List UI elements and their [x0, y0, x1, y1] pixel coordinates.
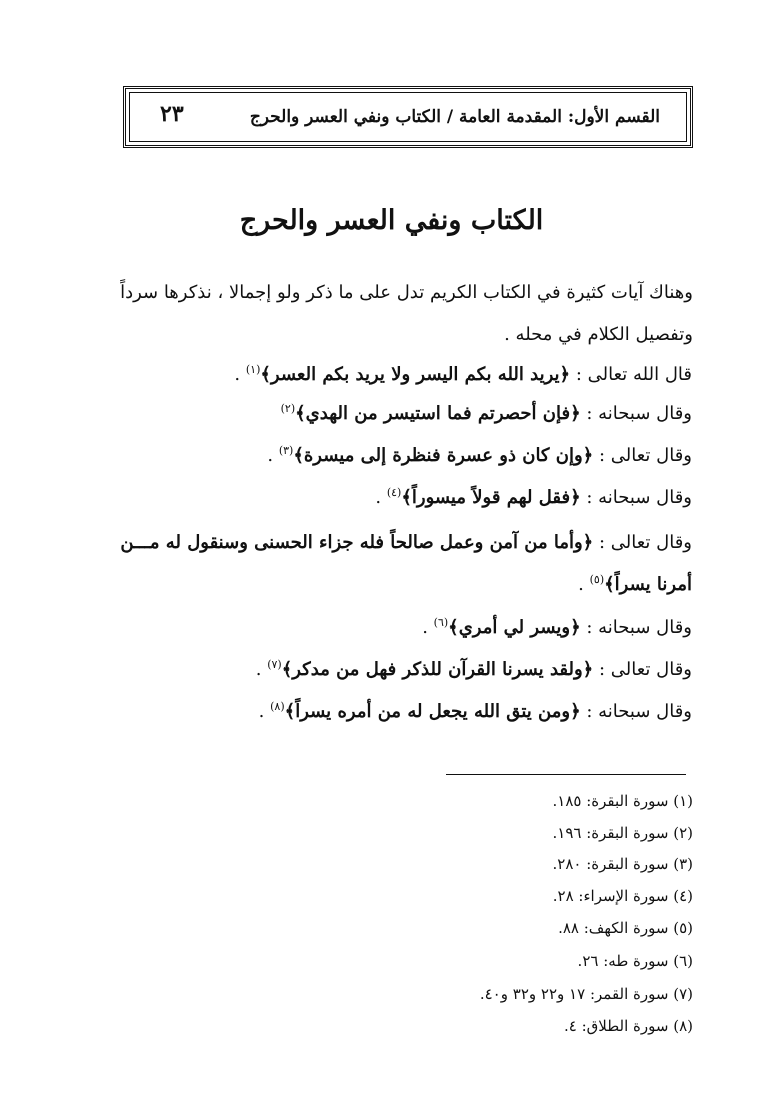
footnote-ref: (٢)	[280, 402, 296, 415]
chapter-title: الكتاب ونفي العسر والحرج	[239, 205, 544, 236]
quote-suffix: .	[234, 364, 246, 385]
quote-prefix: وقال سبحانه :	[580, 403, 692, 424]
running-header	[123, 86, 693, 148]
quote-verse: ﴿فإن أحصرتم فما استيسر من الهدي﴾	[295, 403, 581, 424]
footnote-ref: (٨)	[270, 700, 285, 713]
quote-verse: ﴿وإن كان ذو عسرة فنظرة إلى ميسرة﴾	[293, 445, 594, 466]
quote-prefix: وقال تعالى :	[593, 445, 692, 466]
quote-suffix: .	[422, 617, 434, 638]
quote-verse: ﴿وأما من آمن وعمل صالحاً فله جزاء الحسنى وسنقول له مـــن	[120, 532, 594, 553]
quote-line	[256, 658, 692, 680]
footnote-ref: (٦)	[433, 616, 449, 629]
footnote-ref: (٣)	[278, 444, 294, 457]
page-number: ٢٣	[160, 101, 184, 127]
quote-suffix: .	[578, 574, 590, 595]
quote-line	[120, 531, 692, 553]
quote-verse: أمرنا يسراً﴾	[604, 574, 692, 595]
footnote: (٦) سورة طه: ٢٦.	[577, 952, 693, 970]
quote-prefix: وقال سبحانه :	[580, 487, 692, 508]
quote-line	[267, 444, 692, 466]
quote-line	[578, 573, 692, 595]
quote-line	[281, 402, 692, 424]
quote-prefix: قال الله تعالى :	[570, 364, 692, 385]
quote-suffix: .	[255, 659, 268, 680]
footnote-ref: (٧)	[267, 658, 282, 671]
running-header-title: القسم الأول: المقدمة العامة / الكتاب ونفي العسر والحرج	[249, 107, 660, 127]
footnote-ref: (١)	[245, 363, 261, 376]
quote-prefix: وقال سبحانه :	[580, 701, 692, 722]
quote-prefix: وقال سبحانه :	[580, 617, 692, 638]
quote-verse: ﴿يريد الله بكم اليسر ولا يريد بكم العسر﴾	[260, 364, 571, 385]
footnote: (٢) سورة البقرة: ١٩٦.	[552, 824, 693, 842]
intro-line-2: وتفصيل الكلام في محله .	[504, 324, 693, 345]
quote-verse: ﴿ولقد يسرنا القرآن للذكر فهل من مدكر﴾	[281, 659, 594, 680]
footnote: (٣) سورة البقرة: ٢٨٠.	[552, 855, 693, 873]
quote-verse: ﴿ويسر لي أمري﴾	[448, 617, 581, 638]
intro-line-1: وهناك آيات كثيرة في الكتاب الكريم تدل على ما ذكر ولو إجمالا ، نذكرها سرداً	[120, 282, 693, 303]
quote-prefix: وقال تعالى :	[593, 659, 692, 680]
footnote-divider	[446, 774, 686, 775]
quote-suffix: .	[258, 701, 271, 722]
footnote-ref: (٥)	[589, 573, 605, 586]
quote-line	[375, 486, 692, 508]
quote-verse: ﴿فقل لهم قولاً ميسوراً﴾	[401, 487, 581, 508]
footnote: (٥) سورة الكهف: ٨٨.	[558, 919, 693, 937]
quote-suffix: .	[375, 487, 387, 508]
quote-prefix: وقال تعالى :	[593, 532, 692, 553]
quote-line	[422, 616, 692, 638]
quote-line	[234, 363, 692, 385]
footnote-ref: (٤)	[386, 486, 402, 499]
footnote: (١) سورة البقرة: ١٨٥.	[552, 792, 693, 810]
footnote: (٤) سورة الإسراء: ٢٨.	[552, 887, 693, 905]
quote-line	[259, 700, 692, 722]
quote-suffix: .	[267, 445, 279, 466]
footnote: (٨) سورة الطلاق: ٤.	[563, 1017, 693, 1035]
quote-verse: ﴿ومن يتق الله يجعل له من أمره يسراً﴾	[284, 701, 581, 722]
footnote: (٧) سورة القمر: ١٧ و٢٢ و٣٢ و٤٠.	[479, 985, 693, 1003]
